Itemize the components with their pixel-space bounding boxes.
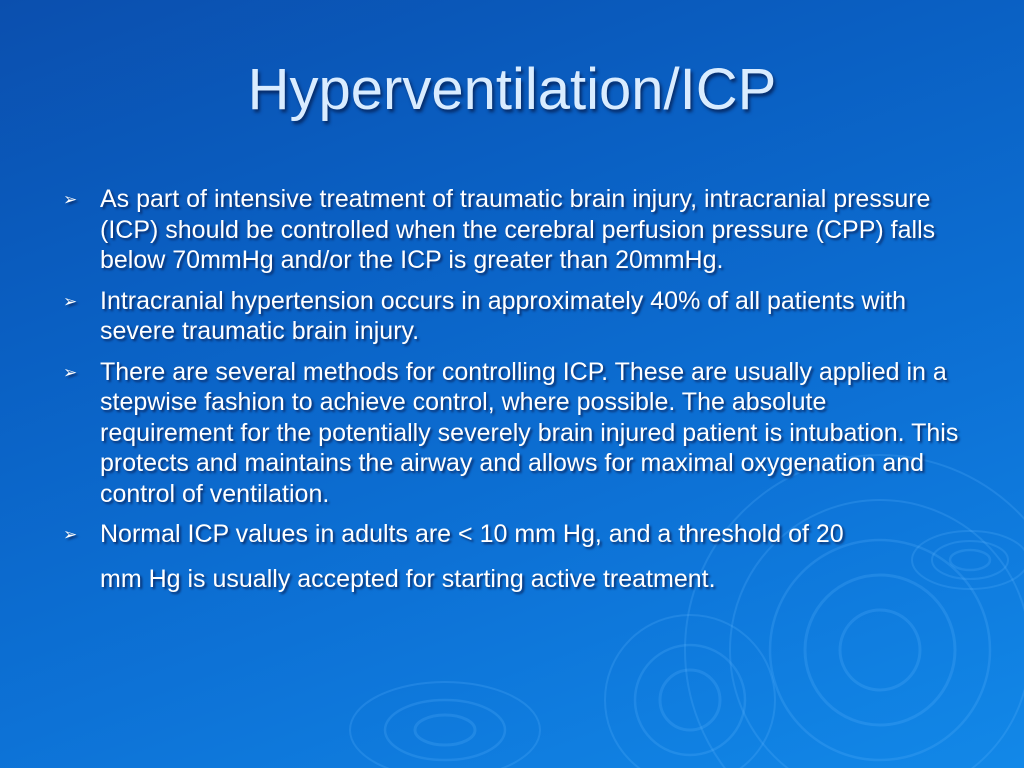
bullet-text: Intracranial hypertension occurs in approximately 40% of all patients with severe traumatic brain injury. xyxy=(100,286,906,345)
bullet-text-line-1: Normal ICP values in adults are < 10 mm Hg, and a threshold of 20 xyxy=(100,520,844,548)
slide-title: Hyperventilation/ICP xyxy=(247,57,777,122)
bullet-text: As part of intensive treatment of traumatic brain injury, intracranial pressure (ICP) should be controlled when the cerebral perfusion pressure (CPP) falls below 70mmHg and/or the ICP is greater than 20mmHg. xyxy=(100,185,936,274)
bullet-item-intracranial-hypertension xyxy=(63,286,963,347)
bullet-list xyxy=(63,184,963,604)
bullet-text-line-2: mm Hg is usually accepted for starting active treatment. xyxy=(100,564,716,593)
bullet-text: There are several methods for controlling ICP. These are usually applied in a stepwise fashion to achieve control, where possible. The absolute requirement for the potentially severely brain injured patient is intubation. This protects and maintains the airway and allows for maximal oxygenation and control of ventilation. xyxy=(100,357,959,508)
bullet-item-icp-control xyxy=(63,184,963,276)
arrow-bullet-icon: ➢ xyxy=(63,291,78,311)
bullet-item-normal-icp-values xyxy=(63,519,963,594)
arrow-bullet-icon: ➢ xyxy=(63,525,78,544)
arrow-bullet-icon: ➢ xyxy=(63,362,78,382)
bullet-item-controlling-methods xyxy=(63,357,963,510)
arrow-bullet-icon: ➢ xyxy=(63,190,78,209)
